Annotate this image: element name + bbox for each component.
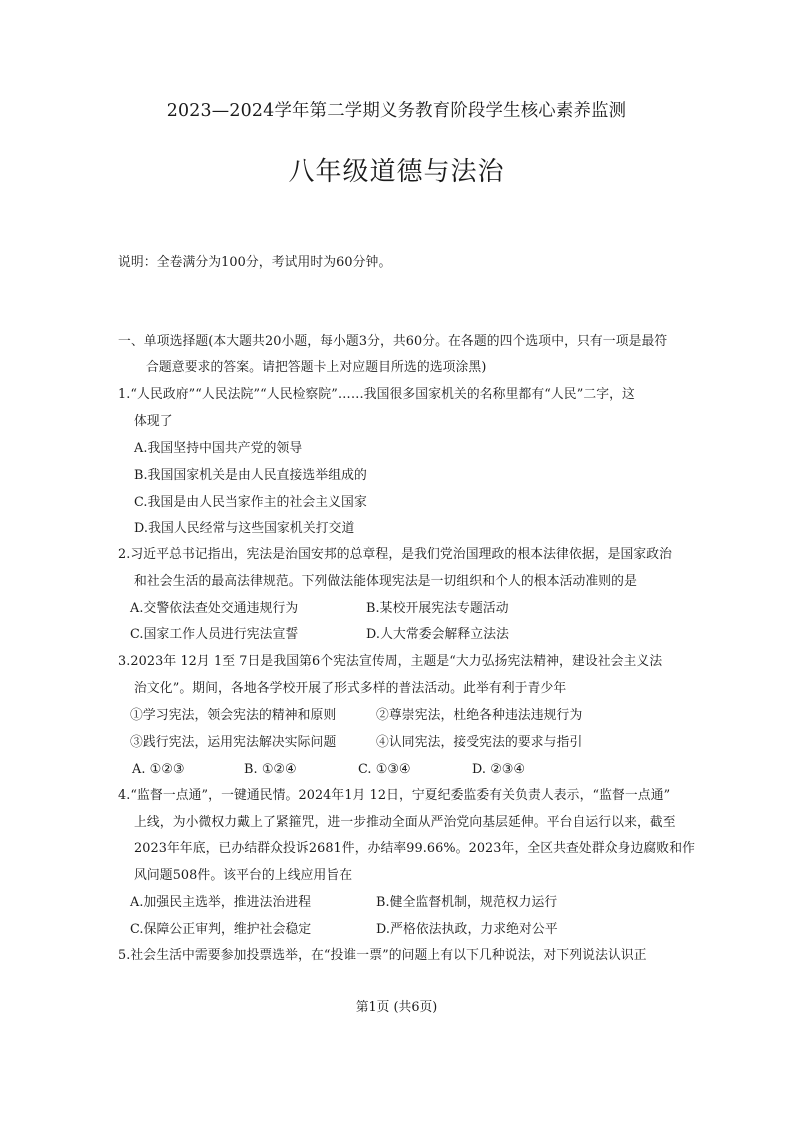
question-3-option-c: C. ①③④	[358, 762, 411, 777]
question-1-option-a: A.我国坚持中国共产党的领导	[134, 441, 303, 456]
question-3-statement-4: ④认同宪法，接受宪法的要求与指引	[376, 735, 583, 750]
question-3-stem-cont: 治文化”。期间，各地各学校开展了形式多样的普法活动。此举有利于青少年	[134, 681, 567, 696]
question-3-stem: 3.2023年 12月 1至 7日是我国第6个宪法宣传周，主题是“大力弘扬宪法精神，建设社会主义法	[118, 654, 663, 669]
section-heading: 一、单项选择题(本大题共20小题，每小题3分，共60分。在各题的四个选项中，只有一项是最符	[118, 334, 668, 349]
question-1-option-d: D.我国人民经常与这些国家机关打交道	[134, 521, 355, 536]
question-4-stem-cont-3: 风问题508件。该平台的上线应用旨在	[134, 868, 353, 883]
question-4-option-c: C.保障公正审判，维护社会稳定	[130, 922, 312, 937]
question-1-stem: 1.“人民政府”“人民法院”“人民检察院”……我国很多国家机关的名称里都有“人民”二字，这	[118, 387, 635, 402]
question-2-stem: 2.习近平总书记指出，宪法是治国安邦的总章程，是我们党治国理政的根本法律依据，是国家政治	[118, 547, 673, 562]
question-4-option-d: D.严格依法执政，力求绝对公平	[376, 922, 558, 937]
question-3-option-b: B. ①②④	[244, 762, 297, 777]
exam-title: 2023—2024学年第二学期义务教育阶段学生核心素养监测	[166, 101, 627, 121]
page-footer: 第1页 (共6页)	[355, 1000, 438, 1015]
question-5-stem: 5.社会生活中需要参加投票选举，在“投谁一票”的问题上有以下几种说法，对下列说法认识正	[118, 948, 647, 963]
question-3-option-d: D. ②③④	[472, 762, 525, 777]
question-2-option-b: B.某校开展宪法专题活动	[366, 601, 509, 616]
subject-title: 八年级道德与法治	[288, 157, 505, 187]
question-4-stem-cont-1: 上线，为小微权力戴上了紧箍咒，进一步推动全面从严治党向基层延伸。平台自运行以来，截至	[134, 815, 676, 830]
question-4-option-b: B.健全监督机制，规范权力运行	[376, 895, 558, 910]
question-1-option-b: B.我国国家机关是由人民直接选举组成的	[134, 468, 367, 483]
question-2-option-a: A.交警依法查处交通违规行为	[130, 601, 299, 616]
question-2-stem-cont: 和社会生活的最高法律规范。下列做法能体现宪法是一切组织和个人的根本活动准则的是	[134, 574, 637, 589]
question-1-option-c: C.我国是由人民当家作主的社会主义国家	[134, 495, 367, 510]
question-2-option-c: C.国家工作人员进行宪法宣誓	[130, 627, 299, 642]
question-4-stem: 4.“监督一点通”，一键通民情。2024年1月 12日，宁夏纪委监委有关负责人表示，“监督一点通”	[118, 788, 671, 803]
question-3-statement-3: ③践行宪法，运用宪法解决实际问题	[130, 735, 337, 750]
question-4-stem-cont-2: 2023年年底，已办结群众投诉2681件，办结率99.66%。2023年，全区共查处群众身边腐败和作	[134, 841, 695, 856]
question-3-option-a: A. ①②③	[132, 762, 185, 777]
exam-note: 说明：全卷满分为100分，考试用时为60分钟。	[118, 255, 392, 270]
question-1-stem-cont: 体现了	[134, 414, 173, 429]
section-heading-cont: 合题意要求的答案。请把答题卡上对应题目所选的选项涂黑)	[146, 360, 487, 375]
question-4-option-a: A.加强民主选举，推进法治进程	[130, 895, 312, 910]
question-3-statement-1: ①学习宪法，领会宪法的精神和原则	[130, 708, 337, 723]
question-3-statement-2: ②尊崇宪法，杜绝各种违法违规行为	[376, 708, 583, 723]
question-2-option-d: D.人大常委会解释立法法	[366, 627, 510, 642]
